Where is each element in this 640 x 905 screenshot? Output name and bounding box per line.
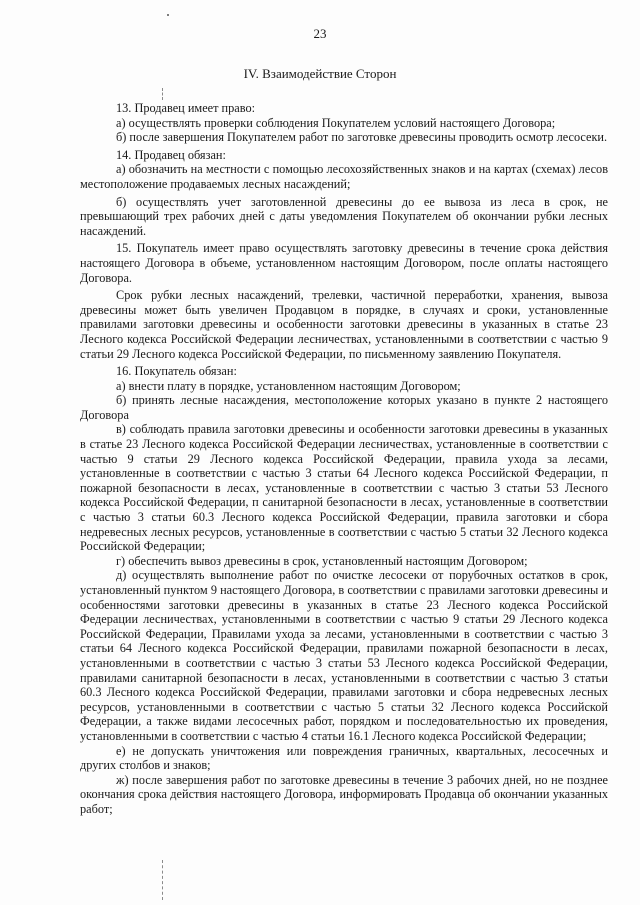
clause-16v: в) соблюдать правила заготовки древесины и особенности заготовки древесины в указанных в статье 23 Лесного кодекса Российской Федерации лесничествах, установленные в соответствии с частью 9 статьи 29 Лесного кодекса Российской Федерации, правила ухода за лесами, установленные в соответствии с частью 3 статьи 64 Лесного кодекса Российской Федерации, п пожарной безопасности в лесах, установленные в соответствии с частью 3 статьи 53 Лесного кодекса Российской Федерации, п санитарной безопасности в лесах, установленные в соответствии с частью 3 статьи 60.3 Лесного кодекса Российской Федерации, правила заготовки и сбора недревесных лесных ресурсов, установленные в соответствии с частью 5 статьи 32 Лесного кодекса Российской Федерации; <box>80 422 608 554</box>
scan-artifact-line <box>162 860 163 900</box>
clause-16-intro: 16. Покупатель обязан: <box>116 364 237 379</box>
clause-16g: г) обеспечить вывоз древесины в срок, установленный настоящим Договором; <box>116 553 528 568</box>
clause-16zh: ж) после завершения работ по заготовке древесины в течение 3 рабочих дней, но не позднее окончания срока действия настоящего Договора, информировать Продавца об окончании указанных работ; <box>80 772 608 816</box>
page-number: 23 <box>313 26 327 41</box>
clause-14b: б) осуществлять учет заготовленной древесины до ее вывоза из леса в срок, не превышающий трех рабочих дней с даты уведомления Покупателем об окончании рубки лесных насаждений. <box>80 194 608 238</box>
clause-14-intro: 14. Продавец обязан: <box>116 147 226 162</box>
clause-14a: а) обозначить на местности с помощью лесохозяйственных знаков и на картах (схемах) лесов местоположение продаваемых лесных насаждений; <box>80 162 608 191</box>
clause-15-term: Срок рубки лесных насаждений, трелевки, частичной переработки, хранения, вывоза древесины может быть увеличен Продавцом в порядке, в случаях и сроки, установленные правилами заготовки древесины и особенности заготовки древесины в указанных в статье 23 Лесного кодекса Российской Федерации лесничествах, установленными в соответствии с частью 9 статьи 29 Лесного кодекса Российской Федерации, по письменному заявлению Покупателя. <box>80 288 608 361</box>
document-body <box>80 101 608 817</box>
section-title: IV. Взаимодействие Сторон <box>243 66 397 81</box>
clause-16e: е) не допускать уничтожения или повреждения граничных, квартальных, лесосечных и других столбов и знаков; <box>80 743 608 773</box>
scan-artifact-line <box>162 88 163 100</box>
clause-13b: б) после завершения Покупателем работ по заготовке древесины проводить осмотр лесосеки. <box>116 130 608 145</box>
clause-13-intro: 13. Продавец имеет право: <box>116 101 256 115</box>
clause-13a: а) осуществлять проверки соблюдения Покупателем условий настоящего Договора; <box>116 115 556 130</box>
scan-artifact-speck <box>167 14 169 16</box>
clause-16b: б) принять лесные насаждения, местоположение которых указано в пункте 2 настоящего Договора <box>80 393 608 422</box>
clause-16a: а) внести плату в порядке, установленном настоящим Договором; <box>116 378 461 393</box>
clause-15: 15. Покупатель имеет право осуществлять заготовку древесины в течение срока действия настоящего Договора в объеме, установленном настоящим Договором, после оплаты настоящего Договора. <box>80 241 608 285</box>
clause-16d: д) осуществлять выполнение работ по очистке лесосеки от порубочных остатков в срок, установленный пунктом 9 настоящего Договора, в соответствии с правилами заготовки древесины и особенностями заготовки древесины в указанных в статье 23 Лесного кодекса Российской Федерации лесничествах, установленными в соответствии с частью 9 статьи 29 Лесного кодекса Российской Федерации, Правилами ухода за лесами, установленными в соответствии с частью 3 статьи 64 Лесного кодекса Российской Федерации, правилами пожарной безопасности в лесах, установленными в соответствии с частью 3 статьи 53 Лесного кодекса Российской Федерации, правилами санитарной безопасности в лесах, установленными в соответствии с частью 3 статьи 60.3 Лесного кодекса Российской Федерации, правилами заготовки и сбора недревесных лесных ресурсов, установленными в соответствии с частью 5 статьи 32 Лесного кодекса Российской Федерации, а также видами лесосечных работ, порядком и последовательностью их проведения, установленными в соответствии с частью 4 статьи 16.1 Лесного кодекса Российской Федерации; <box>80 568 608 743</box>
